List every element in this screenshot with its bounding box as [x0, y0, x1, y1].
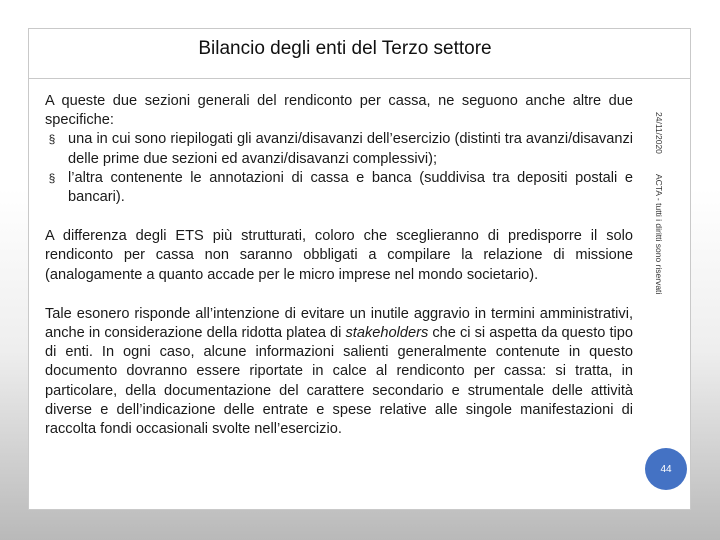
spacer	[45, 207, 633, 227]
paragraph-3-text-b: che ci si aspetta da questo tipo di enti. In ogni caso, alcune informazioni salienti generalmente contenute in questo documento dovranno essere riportate in calce al rendiconto per cassa: si tratta, in particolare, della documentazione del carattere secondario e strumentale delle attività diverse e dell’indicazione delle entrate e spese relative alle singole manifestazioni di raccolta fondi occasionali svolte nell’esercizio.	[45, 325, 633, 438]
bullet-icon: §	[48, 132, 56, 147]
paragraph-3-text-a: Tale esonero risponde all’intenzione di evitare un inutile aggravio in termini amministrativi, anche in considerazione della ridotta platea di	[45, 305, 633, 342]
paragraph-3	[45, 305, 633, 439]
slide-body	[45, 92, 633, 439]
bullet-icon: §	[48, 170, 56, 185]
bullet-list	[45, 130, 633, 207]
spacer	[45, 285, 633, 305]
intro-paragraph: A queste due sezioni generali del rendiconto per cassa, ne seguono anche altre due specifiche:	[45, 93, 633, 129]
slide-title: Bilancio degli enti del Terzo settore	[198, 38, 492, 59]
slide-date: 24/11/2020	[654, 112, 664, 154]
paragraph-2: A differenza degli ETS più strutturati, coloro che sceglieranno di predisporre il solo rendiconto per cassa non saranno obbligati a compilare la relazione di missione (analogamente a quanto accade per le micro imprese nel mondo societario).	[45, 228, 633, 283]
bullet-text: una in cui sono riepilogati gli avanzi/disavanzi dell’esercizio (distinti tra avanzi/disavanzi delle prime due sezioni ed avanzi/disavanzi complessivi);	[68, 131, 633, 167]
page-number-badge: 44	[645, 448, 687, 490]
title-divider	[28, 78, 691, 79]
bullet-text: l’altra contenente le annotazioni di cassa e banca (suddivisa tra depositi postali e bancari).	[68, 169, 633, 206]
copyright-note: ACTA - tutti i diritti sono riservati	[654, 174, 664, 295]
side-footer	[648, 112, 670, 322]
list-item	[45, 130, 633, 168]
list-item	[45, 169, 633, 207]
paragraph-3-emphasis: stakeholders	[345, 325, 429, 342]
